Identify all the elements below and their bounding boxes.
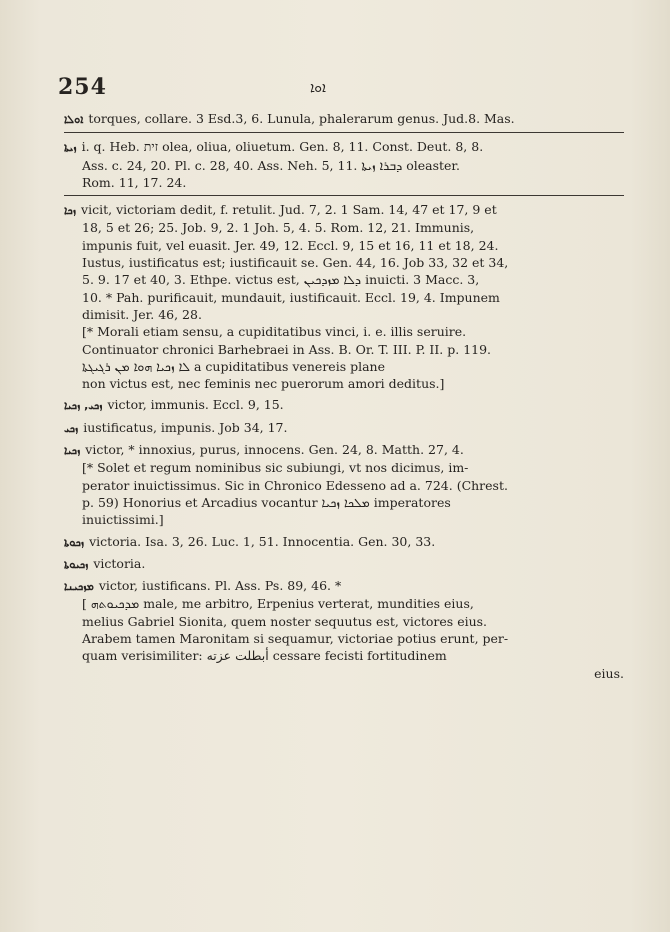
entry-text: vicit, victoriam dedit, f. retulit. Jud. 7, 2. 1 Sam. 14, 47 et 17, 9 et [81, 202, 497, 218]
footnote [64, 323, 624, 392]
entry-text: 5. 9. 17 et 40, 3. Ethpe. victus est, ܕܠܐ ܡܙܕܟܝܢ inuicti. 3 Macc. 3, [82, 272, 480, 288]
entry-text: victor, * innoxius, purus, innocens. Gen. 24, 8. Matth. 27, 4. [85, 442, 464, 458]
footnote-line: non victus est, nec feminis nec puerorum amori deditus.] [82, 376, 445, 392]
entry-victor-iustificans [64, 577, 624, 682]
footnote-line: inuictissimi.] [82, 512, 164, 528]
page-number: 254 [58, 74, 107, 100]
entry-victoria [64, 533, 624, 551]
dictionary-body [64, 110, 624, 686]
entry-text: Rom. 11, 17. 24. [82, 174, 187, 190]
entry-text: Ass. c. 24, 20. Pl. c. 28, 40. Ass. Neh. 5, 11. ܕܒܪܐ ܙܝܬܐ oleaster. [82, 157, 461, 173]
entry-vicit [64, 201, 624, 392]
section-rule [64, 195, 624, 196]
entry-torques [64, 110, 624, 128]
entry-text: torques, collare. 3 Esd.3, 6. Lunula, phalerarum genus. Jud.8. Mas. [88, 111, 515, 126]
entry-text: Iustus, iustificatus est; iustificauit se. Gen. 44, 16. Job 33, 32 et 34, [82, 255, 509, 271]
footnote-line: [* Morali etiam sensu, a cupiditatibus vinci, i. e. illis seruire. [82, 324, 467, 340]
entry-olea [64, 138, 624, 191]
headword: ܡܙܟܝܢܐ [64, 580, 94, 594]
footnote-line: perator inuictissimus. Sic in Chronico Edesseno ad a. 724. (Chrest. [82, 477, 508, 493]
footnote-line: ܠܐ ܙܟܝܐ ܗܘܐ ܡܢ ܪܓܝܓܬܐ a cupiditatibus venereis plane [82, 358, 385, 374]
entry-text: victor, iustificans. Pl. Ass. Ps. 89, 46. * [98, 578, 342, 594]
entry-iustificatus [64, 419, 624, 437]
footnote-line: quam verisimiliter: أبطلت عزته cessare fecisti fortitudinem [82, 648, 447, 664]
section-rule [64, 132, 624, 133]
headword: ܙܟܝ, ܙܟܝܐ [64, 399, 103, 413]
entry-text: i. q. Heb. זית olea, oliua, oliuetum. Gen. 8, 11. Const. Deut. 8, 8. [81, 139, 484, 155]
entry-victor-immunis [64, 396, 624, 414]
entry-victor-innoxius [64, 441, 624, 528]
page-header [58, 74, 618, 104]
entry-text: iustificatus, impunis. Job 34, 17. [83, 419, 288, 435]
headword: ܙܟܐ [64, 204, 77, 218]
footnote [64, 459, 624, 528]
entry-text: 18, 5 et 26; 25. Job. 9, 2. 1 Joh. 5, 4. 5. Rom. 12, 21. Immunis, [82, 220, 475, 236]
entry-text: dimisit. Jer. 46, 28. [82, 306, 202, 322]
headword: ܙܟܘܬܐ [64, 535, 85, 549]
entry-text: impunis fuit, vel euasit. Jer. 49, 12. Eccl. 9, 15 et 16, 11 et 18, 24. [82, 237, 499, 253]
entry-text: victoria. Isa. 3, 26. Luc. 1, 51. Innocentia. Gen. 30, 33. [89, 533, 436, 549]
headword: ܐܘܠܐ [64, 113, 84, 126]
headword: ܙܝܬܐ [64, 141, 77, 155]
entry-text: victoria. [93, 555, 146, 571]
footnote-line: Continuator chronici Barhebraei in Ass. B. Or. T. III. P. II. p. 119. [82, 341, 492, 357]
headword: ܙܟܝܘܬܐ [64, 557, 89, 571]
footnote-line: Arabem tamen Maronitam si sequamur, victoriae potius erunt, per- [82, 631, 509, 647]
footnote-line: p. 59) Honorius et Arcadius vocantur ܡܠܟܐ ܙܟܝܐ imperatores [82, 494, 451, 510]
footnote [64, 595, 624, 681]
entry-text: victor, immunis. Eccl. 9, 15. [107, 397, 284, 413]
footnote-line: [* Solet et regum nominibus sic subiungi, vt nos dicimus, im- [82, 460, 469, 476]
entry-text: 10. * Pah. purificauit, mundauit, iustificauit. Eccl. 19, 4. Impunem [82, 289, 500, 305]
headword: ܙܟܝܐ [64, 444, 81, 458]
entry-victoria-2 [64, 555, 624, 573]
footnote-line: eius. [594, 665, 624, 681]
footnote-line: melius Gabriel Sionita, quem noster sequutus est, victores eius. [82, 613, 488, 629]
headword: ܙܟܝ [64, 421, 79, 435]
footnote-line: [ ܡܕܟܝܘܬܗ male, me arbitro, Erpenius verterat, mundities eius, [82, 596, 474, 612]
running-head: ܐܘܐ [310, 80, 326, 96]
